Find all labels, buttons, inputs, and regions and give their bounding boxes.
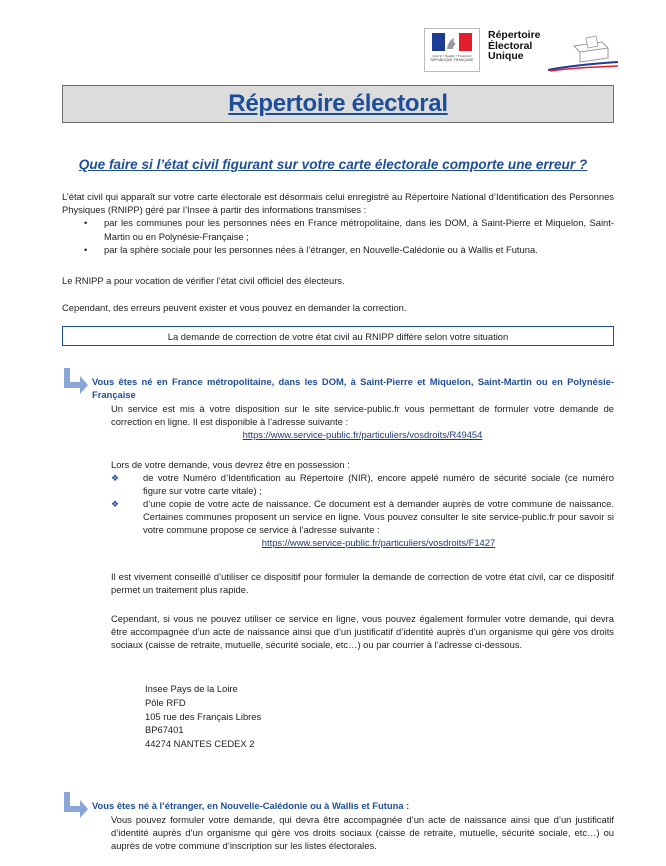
service-public-link-r49454[interactable]: https://www.service-public.fr/particuliers/vosdroits/R49454 — [242, 429, 483, 440]
rf-name: RÉPUBLIQUE FRANÇAISE — [430, 58, 474, 62]
possession-intro: Lors de votre demande, vous devrez être en possession : — [111, 459, 350, 470]
arrow-right-icon — [62, 790, 90, 818]
address-line: Insee Pays de la Loire — [145, 683, 238, 694]
service-paragraph: Un service est mis à votre disposition sur le site service-public.fr vous permettant de formuler votre demande de correction en ligne. Il est disponible à l’adresse suivante : — [111, 403, 614, 427]
section1-service-text — [111, 402, 614, 441]
possession-list — [111, 471, 614, 549]
possession-item-text: de votre Numéro d’Identification au Répertoire (NIR), encore appelé numéro de sécurité sociale (ce numéro figure sur votre carte vitale) ; — [143, 472, 614, 496]
intro-bullet: • par la sphère sociale pour les personnes nées à l’étranger, en Nouvelle-Calédonie ou à Wallis et Futuna. — [62, 243, 614, 256]
republique-francaise-logo — [424, 28, 480, 72]
intro-section — [62, 190, 614, 256]
title-box — [62, 85, 614, 123]
header-logos — [424, 28, 620, 72]
section1-possession — [111, 458, 614, 549]
errors-paragraph: Cependant, des erreurs peuvent exister et vous pouvez en demander la correction. — [62, 302, 407, 313]
service-public-link-f1427[interactable]: https://www.service-public.fr/particuliers/vosdroits/F1427 — [261, 537, 496, 548]
reu-title — [488, 30, 541, 62]
section1-heading: Vous êtes né en France métropolitaine, dans les DOM, à Saint-Pierre et Miquelon, Saint-Martin ou en Polynésie-Française — [92, 376, 614, 400]
address-line: 44274 NANTES CEDEX 2 — [145, 738, 255, 750]
notice-box — [62, 326, 614, 346]
advice-paragraph: Il est vivement conseillé d’utiliser ce dispositif pour formuler la demande de correction de votre état civil, car ce dispositif permet un traitement plus rapide. — [111, 571, 614, 595]
reu-title-line: Unique — [488, 50, 524, 63]
address-line: 105 rue des Français Libres — [145, 710, 262, 722]
possession-item — [111, 497, 614, 549]
rnipp-paragraph: Le RNIPP a pour vocation de vérifier l’état civil officiel des électeurs. — [62, 275, 345, 286]
page-subtitle: Que faire si l’état civil figurant sur votre carte électorale comporte une erreur ? — [78, 157, 588, 172]
section2-heading: Vous êtes né à l’étranger, en Nouvelle-Calédonie ou à Wallis et Futuna : — [92, 800, 410, 811]
diamond-bullet-icon: ❖ — [111, 473, 120, 483]
reu-title-line: Électoral — [488, 39, 533, 52]
tricolor-swoosh-icon — [488, 60, 620, 72]
section2-text: Vous pouvez formuler votre demande, qui devra être accompagnée d’un acte de naissance ainsi que d’un justificatif d’identité auprès d’un organisme qui gère vos droits sociaux (caisse de retraite, mutuelle, sécurité sociale, etc…) ou auprès de votre commune d’inscription sur les listes électorales. — [111, 814, 614, 851]
possession-item-text: d’une copie de votre acte de naissance. Ce document est à demander auprès de votre commune de naissance. Certaines communes proposent un service en ligne. Vous pouvez consulter le site service-public.fr pour savoir si votre commune propose ce service à l’adresse suivante : — [143, 498, 614, 535]
page-title: Répertoire électoral — [228, 90, 448, 117]
postal-address — [145, 682, 261, 751]
intro-text: L’état civil qui apparaît sur votre carte électorale est désormais celui enregistré au Répertoire National d’Identification des Personnes Physiques (RNIPP) géré par l’Insee à partir des informations transmises : — [62, 191, 614, 216]
intro-bullet: • par les communes pour les personnes nées en France métropolitaine, dans les DOM, à Saint-Pierre et Miquelon, Saint-Martin ou en Polynésie-Française ; — [62, 216, 614, 242]
reu-title-line: Répertoire — [488, 29, 541, 41]
notice-text: La demande de correction de votre état civil au RNIPP diffère selon votre situation — [167, 330, 509, 342]
address-line: Pôle RFD — [145, 696, 186, 708]
marianne-flag-icon — [432, 33, 472, 51]
alternative-paragraph: Cependant, si vous ne pouvez utiliser ce service en ligne, vous pouvez également formuler votre demande, qui devra être accompagnée d’un acte de naissance ainsi que d’un justificatif d’identité auprès d’un organisme qui gère vos droits sociaux (caisse de retraite, mutuelle, sécurité sociale, etc…) ou par courrier à l’adresse ci-dessous. — [111, 613, 614, 650]
possession-item — [111, 471, 614, 497]
diamond-bullet-icon: ❖ — [111, 499, 120, 509]
rf-motto: Liberté • Égalité • Fraternité — [432, 54, 472, 58]
address-line: BP67401 — [145, 724, 184, 736]
intro-bullet-list — [62, 216, 614, 256]
reu-logo — [488, 28, 620, 72]
arrow-right-icon — [62, 366, 90, 394]
